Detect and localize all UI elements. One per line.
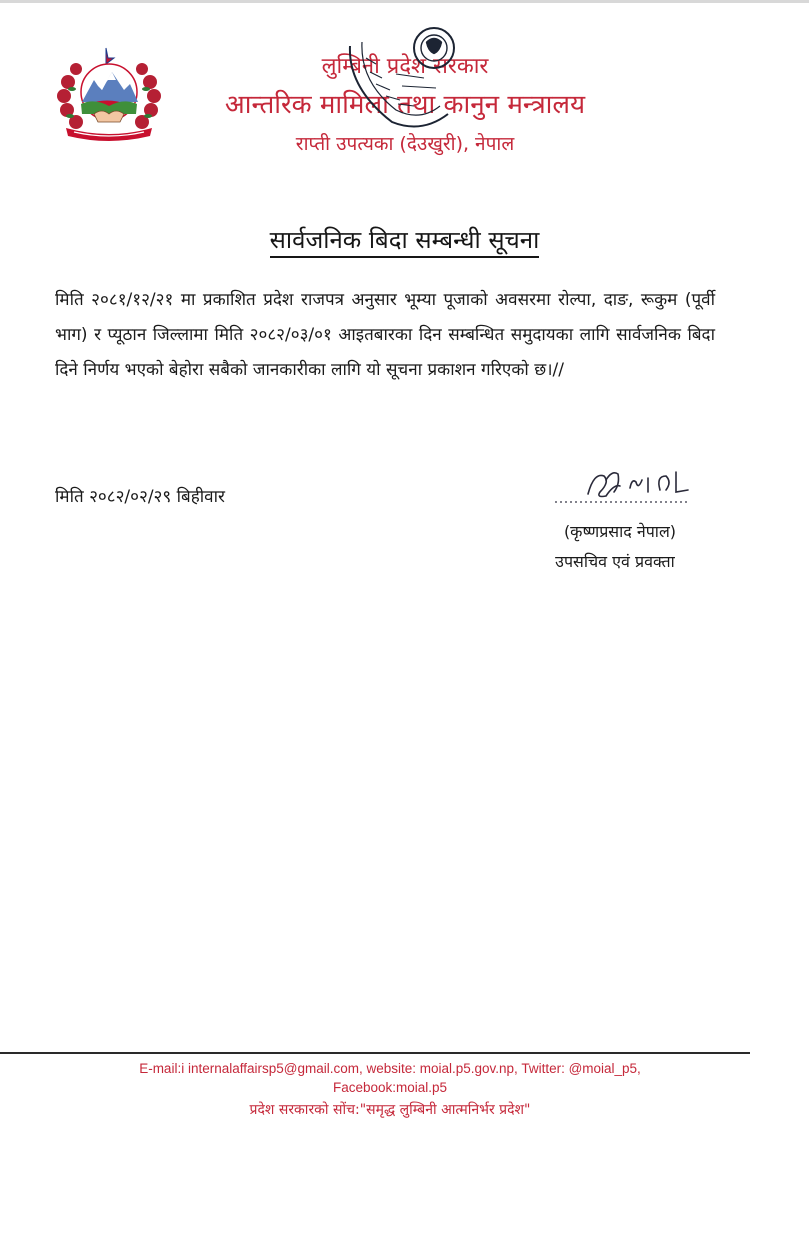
footer-contact: [90, 1059, 690, 1097]
footer-slogan: प्रदेश सरकारको सोंच:"समृद्ध लुम्बिनी आत्मनिर्भर प्रदेश": [249, 1102, 531, 1118]
office-stamp-icon: [336, 18, 486, 136]
nepal-emblem-icon: [54, 44, 164, 142]
footer-divider: [0, 1052, 750, 1054]
ministry-heading: आन्तरिक मामिला तथा कानुन मन्त्रालय: [224, 90, 586, 120]
signer-name: (कृष्णप्रसाद नेपाल): [563, 522, 677, 541]
footer-contact-line-1: E-mail:i internalaffairsp5@gmail.com, website: moial.p5.gov.np, Twitter: @moial_p5,: [139, 1061, 641, 1076]
signature-icon: [548, 462, 698, 512]
signer-designation: उपसचिव एवं प्रवक्ता: [555, 552, 675, 571]
notice-title-text: सार्वजनिक बिदा सम्बन्धी सूचना: [270, 226, 540, 258]
notice-date: मिति २०८२/०२/२९ बिहीवार: [55, 487, 225, 507]
page-top-edge: [0, 0, 809, 3]
office-location: राप्ती उपत्यका (देउखुरी), नेपाल: [295, 133, 515, 155]
notice-body: मिति २०८१/१२/२१ मा प्रकाशित प्रदेश राजपत्र अनुसार भूम्या पूजाको अवसरमा रोल्पा, दाङ, रूकुम (पूर्वी भाग) र प्यूठान जिल्लामा मिति २०८२/०३/०१ आइतबारका दिन सम्बन्धित समुदायका लागि सार्वजनिक बिदा दिने निर्णय भएको बेहोरा सबैको जानकारीका लागि यो सूचना प्रकाशन गरिएको छ।//: [55, 290, 715, 380]
notice-title: [0, 223, 809, 256]
province-government-heading: लुम्बिनी प्रदेश सरकार: [321, 54, 489, 79]
footer-contact-line-2: Facebook:moial.p5: [332, 1080, 448, 1095]
